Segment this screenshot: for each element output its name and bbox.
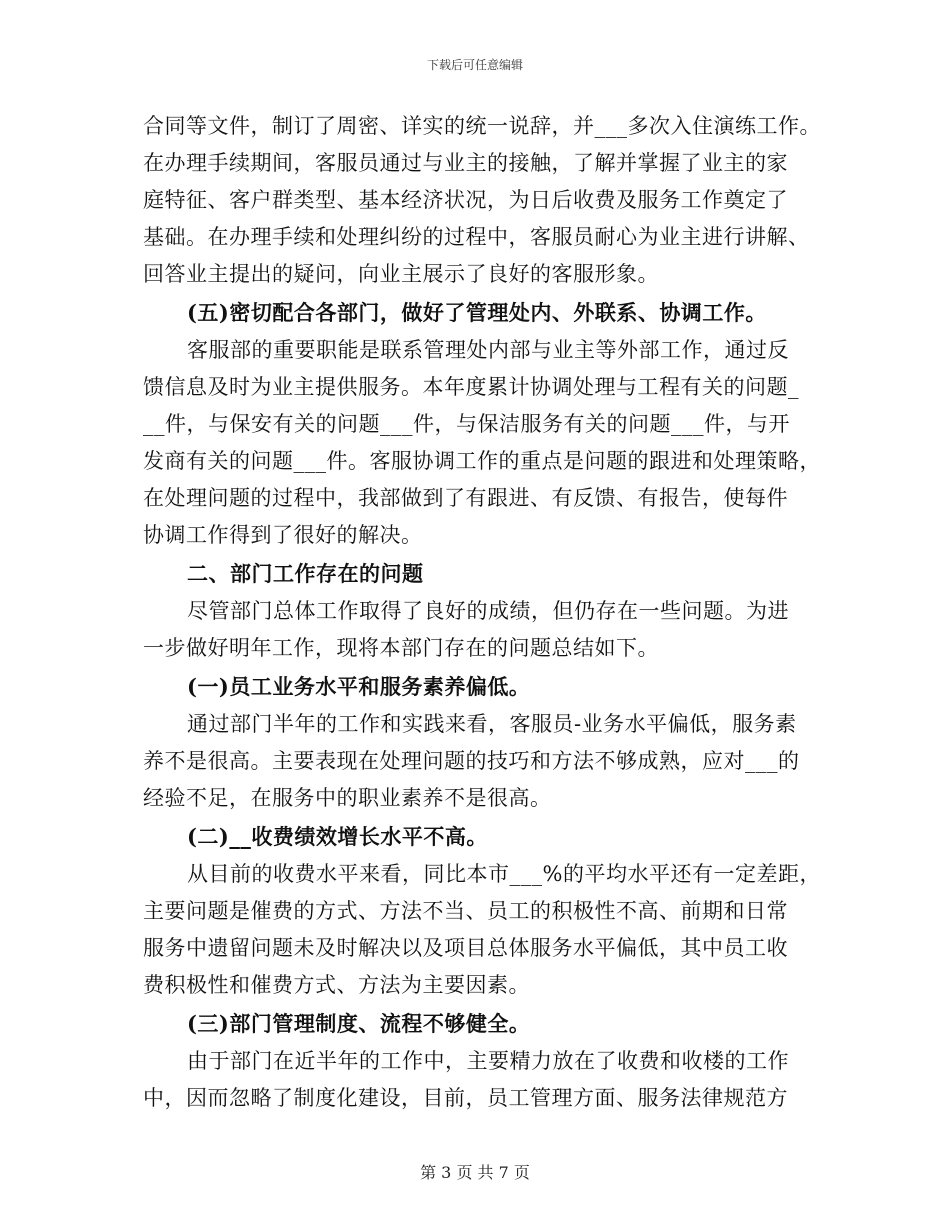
section-heading: (三)部门管理制度、流程不够健全。 (187, 1011, 531, 1036)
paragraph-line: 养不是很高。主要表现在处理问题的技巧和方法不够成熟，应对___的 (143, 749, 800, 773)
paragraph-line: 从目前的收费水平来看，同比本市___%的平均水平还有一定差距， (187, 862, 821, 886)
paragraph-line: 基础。在办理手续和处理纠纷的过程中，客服员耐心为业主进行讲解、 (143, 225, 810, 249)
paragraph-line: 通过部门半年的工作和实践来看，客服员-业务水平偏低，服务素 (187, 712, 797, 736)
paragraph-line: 尽管部门总体工作取得了良好的成绩，但仍存在一些问题。为进 (187, 599, 789, 623)
section-heading: 二、部门工作存在的问题 (187, 561, 424, 586)
paragraph-line: 主要问题是催费的方式、方法不当、员工的积极性不高、前期和日常 (143, 899, 788, 923)
section-heading: (二)__收费绩效增长水平不高。 (187, 824, 488, 849)
paragraph-line: 经验不足，在服务中的职业素养不是很高。 (143, 786, 552, 810)
section-heading: (一)员工业务水平和服务素养偏低。 (187, 674, 531, 699)
paragraph-line: 费积极性和催费方式、方法为主要因素。 (143, 973, 530, 997)
paragraph-line: 庭特征、客户群类型、基本经济状况，为日后收费及服务工作奠定了 (143, 188, 788, 212)
paragraph-line: __件，与保安有关的问题___件，与保洁服务有关的问题___件，与开 (143, 412, 790, 436)
paragraph-line: 服务中遗留问题未及时解决以及项目总体服务水平偏低，其中员工收 (143, 936, 788, 960)
page-header: 下载后可任意编辑 (426, 58, 523, 72)
paragraph-line: 发商有关的问题___件。客服协调工作的重点是问题的跟进和处理策略， (143, 449, 821, 473)
paragraph-line: 一步做好明年工作，现将本部门存在的问题总结如下。 (143, 636, 659, 660)
section-heading: (五)密切配合各部门，做好了管理处内、外联系、协调工作。 (187, 300, 767, 325)
document-body (143, 108, 821, 1117)
paragraph-line: 中，因而忽略了制度化建设，目前，员工管理方面、服务法律规范方 (143, 1086, 788, 1110)
paragraph-line: 回答业主提出的疑问，向业主展示了良好的客服形象。 (143, 262, 659, 286)
paragraph-line: 在处理问题的过程中，我部做到了有跟进、有反馈、有报告，使每件 (143, 486, 788, 510)
paragraph-line: 由于部门在近半年的工作中，主要精力放在了收费和收楼的工作 (187, 1049, 789, 1073)
paragraph-line: 协调工作得到了很好的解决。 (143, 523, 423, 547)
paragraph-line: 馈信息及时为业主提供服务。本年度累计协调处理与工程有关的问题_ (143, 375, 799, 399)
page-footer: 第 3 页 共 7 页 (420, 1163, 530, 1182)
paragraph-line: 客服部的重要职能是联系管理处内部与业主等外部工作，通过反 (187, 338, 789, 362)
paragraph-line: 合同等文件，制订了周密、详实的统一说辞，并___多次入住演练工作。 (143, 114, 821, 138)
paragraph-line: 在办理手续期间，客服员通过与业主的接触，了解并掌握了业主的家 (143, 151, 788, 175)
